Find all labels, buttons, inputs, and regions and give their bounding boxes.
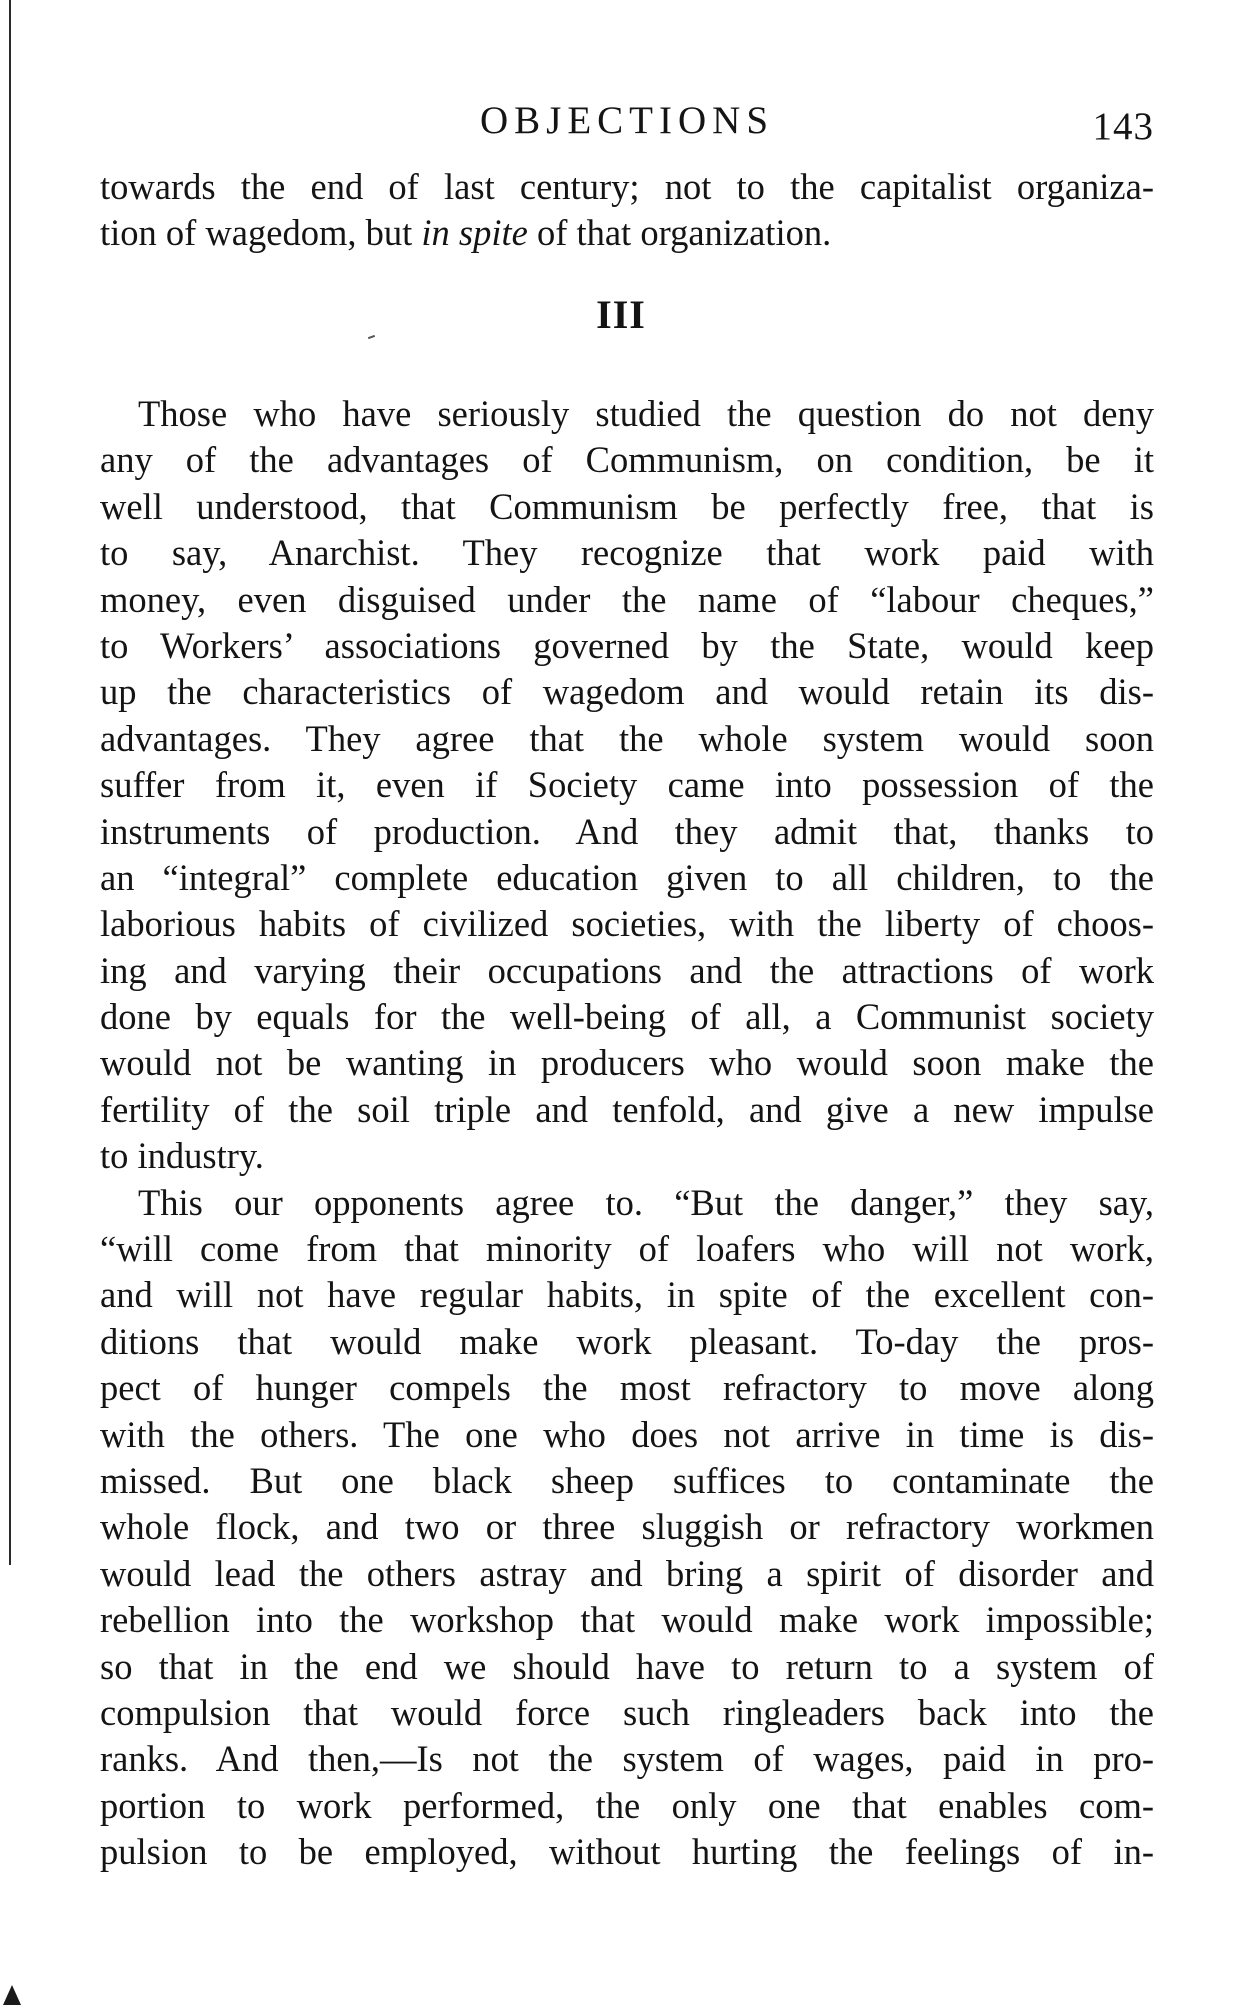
text-fragment: tion of wagedom, but	[100, 212, 422, 254]
text-line: money, even disguised under the name of “labour cheques,”	[100, 578, 1154, 620]
text-line: to say, Anarchist. They recognize that work paid with	[100, 532, 1154, 574]
text-line: with the others. The one who does not arrive in time is dis-	[100, 1413, 1154, 1455]
text-line: to industry.	[100, 1135, 264, 1177]
text-line: fertility of the soil triple and tenfold, and give a new impulse	[100, 1088, 1154, 1130]
text-line: any of the advantages of Communism, on condition, be it	[100, 439, 1154, 481]
page-number: 143	[1092, 105, 1154, 148]
italic-phrase: in spite	[421, 212, 528, 254]
text-line: whole flock, and two or three sluggish or refractory workmen	[100, 1506, 1154, 1548]
carryover-paragraph	[100, 164, 1154, 257]
text-line: would lead the others astray and bring a spirit of disorder and	[100, 1552, 1154, 1594]
text-line: up the characteristics of wagedom and would retain its dis-	[100, 671, 1154, 713]
text-line: so that in the end we should have to return to a system of	[100, 1645, 1154, 1687]
text-line: pect of hunger compels the most refractory to move along	[100, 1367, 1154, 1409]
page-corner-mark	[3, 1985, 21, 2005]
text-line: pulsion to be employed, without hurting the feelings of in-	[100, 1831, 1154, 1873]
text-line: ditions that would make work pleasant. To-day the pros-	[100, 1320, 1154, 1362]
paragraph-2	[100, 1180, 1154, 1876]
text-line: Those who have seriously studied the question do not deny	[138, 393, 1154, 434]
main-text	[100, 391, 1154, 1876]
page-edge-rule	[9, 0, 11, 1565]
text-line: would not be wanting in producers who would soon make the	[100, 1042, 1154, 1084]
text-line: advantages. They agree that the whole system would soon	[100, 717, 1154, 759]
section-heading: III	[596, 292, 646, 337]
text-line: ing and varying their occupations and the attractions of work	[100, 949, 1154, 991]
text-line: portion to work performed, the only one that enables com-	[100, 1784, 1154, 1826]
text-line: “will come from that minority of loafers who will not work,	[100, 1228, 1154, 1270]
text-line: rebellion into the workshop that would make work impossible;	[100, 1599, 1154, 1641]
text-line: missed. But one black sheep suffices to contaminate the	[100, 1459, 1154, 1501]
text-fragment: of that organization.	[527, 212, 832, 254]
text-line: and will not have regular habits, in spite of the excellent con-	[100, 1274, 1154, 1316]
text-line: an “integral” complete education given to all children, to the	[100, 856, 1154, 898]
text-line: instruments of production. And they admit that, thanks to	[100, 810, 1154, 852]
running-head	[100, 96, 1154, 146]
text-line: to Workers’ associations governed by the State, would keep	[100, 624, 1154, 666]
text-line	[100, 210, 1154, 256]
text-line: suffer from it, even if Society came into possession of the	[100, 764, 1154, 806]
text-line: done by equals for the well-being of all, a Communist society	[100, 996, 1154, 1038]
running-title: OBJECTIONS	[479, 99, 775, 142]
text-line: ranks. And then,—Is not the system of wages, paid in pro-	[100, 1738, 1154, 1780]
paragraph-1	[100, 391, 1154, 1180]
text-line: This our opponents agree to. “But the danger,” they say,	[138, 1181, 1154, 1223]
text-line: laborious habits of civilized societies, with the liberty of choos-	[100, 903, 1154, 945]
text-line: well understood, that Communism be perfectly free, that is	[100, 485, 1154, 527]
text-line: towards the end of last century; not to the capitalist organiza-	[100, 166, 1154, 207]
text-line: compulsion that would force such ringleaders back into the	[100, 1691, 1154, 1733]
